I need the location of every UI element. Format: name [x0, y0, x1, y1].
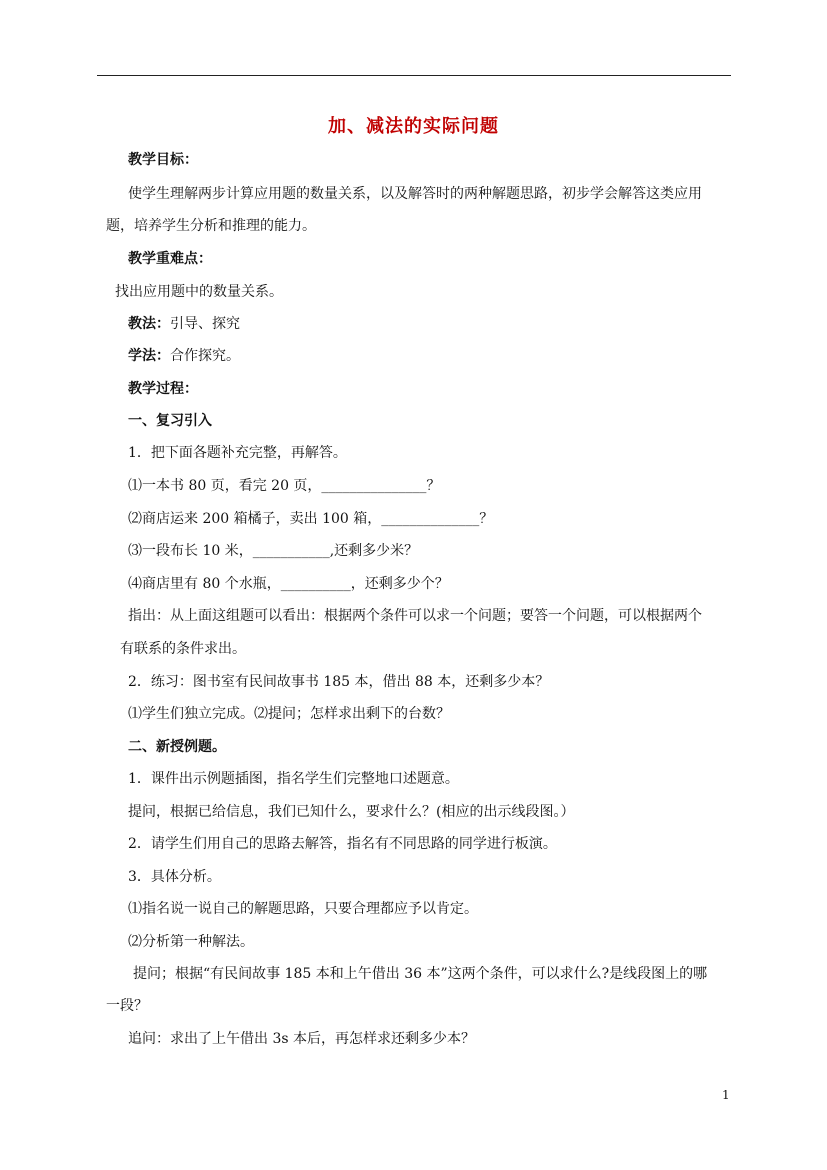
learn-method-label: 学法： [128, 348, 170, 364]
part2-heading: 二、新授例题。 [128, 739, 226, 755]
part1-question-4: ⑷商店里有 80 个水瓶，__________，还剩多少个？ [128, 576, 449, 592]
part2-item1-question: 提问，根据已给信息，我们已知什么，要求什么？(相应的出示线段图。） [128, 804, 575, 820]
part2-item2: 2．请学生们用自己的思路去解答，指名有不同思路的同学进行板演。 [128, 836, 557, 852]
part2-item3-1: ⑴指名说一说自己的解题思路，只要合理都应予以肯定。 [128, 901, 478, 917]
part1-question-3: ⑶一段布长 10 米，___________,还剩多少米？ [128, 543, 419, 559]
key-text: 找出应用题中的数量关系。 [115, 284, 283, 300]
part1-item1: 1．把下面各题补充完整，再解答。 [128, 445, 347, 461]
header-rule [97, 75, 731, 76]
part2-item1: 1．课件出示例题插图，指名学生们完整地口述题意。 [128, 771, 459, 787]
learn-method-value: 合作探究。 [170, 348, 240, 364]
part2-ask-line-2: 一段？ [106, 998, 148, 1014]
part2-ask-line-1: 提问；根据“有民间故事 185 本和上午借出 36 本”这两个条件，可以求什么?是线段图上的哪 [133, 966, 708, 982]
key-heading: 教学重难点： [128, 251, 212, 267]
part1-point-line-1: 指出：从上面这组题可以看出：根据两个条件可以求一个问题；要答一个问题，可以根据两个 [128, 608, 702, 624]
page-number: 1 [722, 1088, 730, 1102]
teach-method-label: 教法： [128, 316, 170, 332]
goal-heading: 教学目标： [128, 152, 198, 168]
learn-method [128, 347, 240, 365]
goal-text-line-1: 使学生理解两步计算应用题的数量关系，以及解答时的两种解题思路，初步学会解答这类应用 [128, 186, 702, 202]
part1-heading: 一、复习引入 [128, 413, 212, 429]
process-heading: 教学过程： [128, 381, 198, 397]
part1-question-1: ⑴一本书 80 页，看完 20 页，_______________？ [128, 478, 441, 494]
part2-item3: 3．具体分析。 [128, 869, 221, 885]
part1-question-2: ⑵商店运来 200 箱橘子，卖出 100 箱，______________？ [128, 511, 494, 527]
goal-text-line-2: 题，培养学生分析和推理的能力。 [106, 218, 316, 234]
teach-method-value: 引导、探究 [170, 316, 240, 332]
part2-item3-2: ⑵分析第一种解法。 [128, 934, 254, 950]
part2-followup: 追问：求出了上午借出 3s 本后，再怎样求还剩多少本？ [128, 1031, 475, 1047]
part1-point-line-2: 有联系的条件求出。 [120, 641, 246, 657]
teach-method [128, 315, 240, 333]
part1-item2: 2．练习：图书室有民间故事书 185 本，借出 88 本，还剩多少本？ [128, 674, 550, 690]
document-title: 加、减法的实际问题 [328, 116, 499, 137]
part1-item2-sub: ⑴学生们独立完成。⑵提问；怎样求出剩下的台数？ [128, 706, 450, 722]
